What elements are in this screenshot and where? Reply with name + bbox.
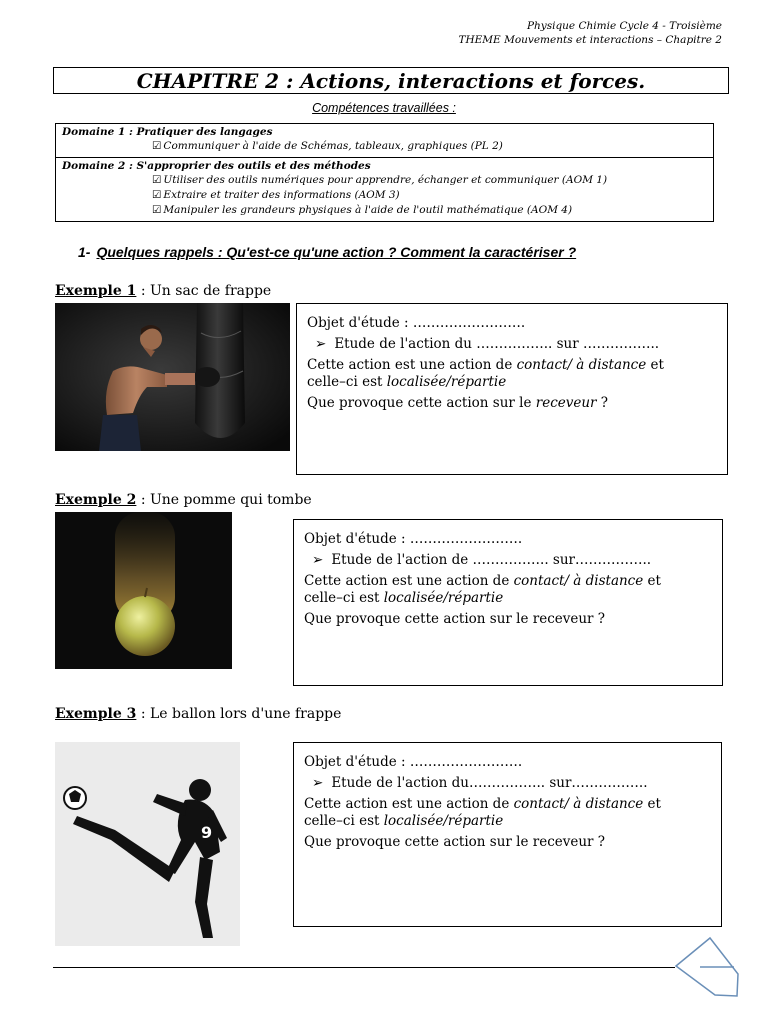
header-line-1: Physique Chimie Cycle 4 - Troisième [526, 20, 722, 32]
etude-action: ➢ Etude de l'action de …………….. sur…………….. [312, 552, 652, 568]
arrow-icon: ➢ [312, 552, 324, 568]
page-corner-icon [672, 936, 740, 998]
question-box-3[interactable] [293, 742, 722, 927]
type-action: Cette action est une action de contact/ à distance et [304, 796, 661, 812]
domaine-1 [56, 124, 713, 157]
checkbox-icon: ☑ [152, 174, 162, 186]
exemple-2-label: Exemple 2 : Une pomme qui tombe [55, 492, 312, 508]
localisation: celle–ci est localisée/répartie [304, 813, 504, 829]
checkbox-icon: ☑ [152, 204, 162, 216]
competence-item: ☑ Communiquer à l'aide de Schémas, tableaux, graphiques (PL 2) [152, 140, 503, 152]
exemple-1-label: Exemple 1 : Un sac de frappe [55, 283, 272, 299]
objet-etude: Objet d'étude : ……………………. [304, 754, 523, 770]
exemple-3-label: Exemple 3 : Le ballon lors d'une frappe [55, 706, 342, 722]
effet-question: Que provoque cette action sur le receveur ? [304, 834, 606, 850]
competence-item: ☑ Utiliser des outils numériques pour apprendre, échanger et communiquer (AOM 1) [152, 174, 608, 186]
domaine-title: Domaine 2 : S'approprier des outils et des méthodes [62, 160, 371, 172]
competences-table [55, 123, 714, 222]
falling-apple-photo [55, 512, 232, 669]
boxer-photo [55, 303, 290, 451]
checkbox-icon: ☑ [152, 189, 162, 201]
checkbox-icon: ☑ [152, 140, 162, 152]
objet-etude: Objet d'étude : ……………………. [304, 531, 523, 547]
arrow-icon: ➢ [312, 775, 324, 791]
chapter-title: CHAPITRE 2 : Actions, interactions et forces. [53, 67, 729, 94]
section-title: Quelques rappels : Qu'est-ce qu'une action ? Comment la caractériser ? [96, 244, 577, 260]
svg-text:9: 9 [201, 823, 213, 842]
question-box-2[interactable] [293, 519, 723, 686]
domaine-2 [56, 157, 713, 221]
domaine-title: Domaine 1 : Pratiquer des langages [62, 126, 273, 138]
footer-divider [53, 967, 675, 968]
competence-item: ☑ Extraire et traiter des informations (AOM 3) [152, 189, 400, 201]
competence-item: ☑ Manipuler les grandeurs physiques à l'aide de l'outil mathématique (AOM 4) [152, 204, 573, 216]
localisation: celle–ci est localisée/répartie [307, 374, 507, 390]
localisation: celle–ci est localisée/répartie [304, 590, 504, 606]
question-box-1[interactable] [296, 303, 728, 475]
type-action: Cette action est une action de contact/ à distance et [307, 357, 664, 373]
etude-action: ➢ Etude de l'action du …………….. sur …………….. [315, 336, 660, 352]
etude-action: ➢ Etude de l'action du…………….. sur…………….. [312, 775, 648, 791]
section-1-heading [78, 244, 576, 260]
header-line-2: THEME Mouvements et interactions – Chapitre 2 [458, 34, 722, 46]
arrow-icon: ➢ [315, 336, 327, 352]
objet-etude: Objet d'étude : ……………………. [307, 315, 526, 331]
effet-question: Que provoque cette action sur le receveur ? [304, 611, 606, 627]
competences-title: Compétences travaillées : [312, 101, 456, 115]
soccer-player-silhouette [55, 742, 240, 946]
type-action: Cette action est une action de contact/ à distance et [304, 573, 661, 589]
effet-question: Que provoque cette action sur le receveur ? [307, 395, 609, 411]
section-number: 1- [78, 244, 91, 260]
